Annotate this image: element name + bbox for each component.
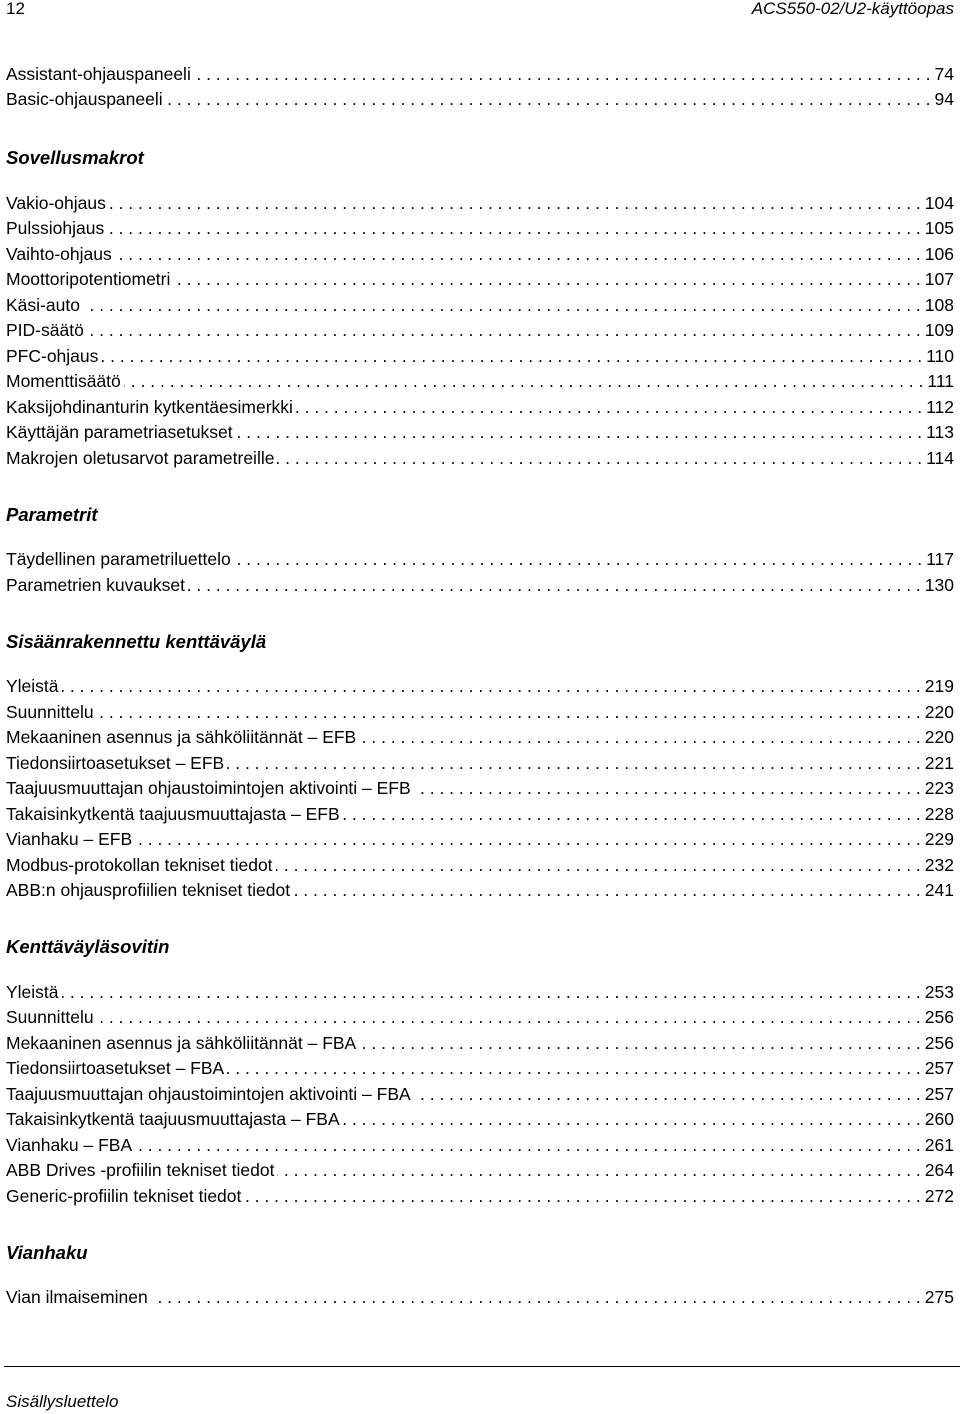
toc-entry-title: Mekaaninen asennus ja sähköliitännät – EFB [6, 727, 357, 747]
toc-entry-title: Momenttisäätö [6, 371, 121, 391]
toc-entry-page-number: 107 [924, 269, 954, 289]
dot-leader [62, 982, 921, 1002]
section-heading: Kenttäväyläsovitin [6, 936, 170, 957]
toc-entry-title: ABB:n ohjausprofiilien tekniset tiedot [6, 880, 291, 900]
dot-leader [101, 346, 922, 366]
toc-sections [6, 147, 954, 1307]
toc-entry-title: Vaihto-ohjaus [6, 243, 112, 264]
toc-entry-s2-4[interactable] [6, 773, 954, 799]
dot-leader [83, 295, 921, 315]
section-heading: Sisäänrakennettu kenttäväylä [6, 630, 267, 652]
toc-entry-intro-1[interactable] [6, 84, 954, 110]
toc-entry-page-number: 260 [924, 1109, 954, 1129]
toc-entry-intro-0[interactable] [6, 58, 954, 84]
toc-entry-title: PID-säätö [6, 320, 84, 340]
toc-entry-page-number: 241 [924, 880, 954, 900]
toc-entry-s0-6[interactable] [6, 340, 954, 366]
toc-entry-page-number: 109 [924, 320, 954, 340]
toc-entry-page-number: 257 [924, 1083, 954, 1104]
toc-entry-page-number: 264 [924, 1160, 954, 1180]
page-header [6, 0, 954, 20]
toc-entry-title: Käsi-auto [6, 294, 80, 315]
toc-entry-page-number: 261 [924, 1134, 954, 1155]
toc-entry-page-number: 256 [924, 1032, 954, 1053]
toc-entry-title: Generic-profiilin tekniset tiedot [6, 1185, 242, 1206]
toc-entry-title: Tiedonsiirtoasetukset – EFB [6, 752, 225, 773]
toc-entry-page-number: 74 [934, 63, 954, 84]
dot-leader [173, 269, 920, 289]
toc-entry-title: Pulssiohjaus [6, 218, 105, 238]
table-of-contents [6, 58, 954, 1307]
toc-entry-title: Taajuusmuuttajan ohjaustoimintojen aktivointi – FBA [6, 1083, 411, 1104]
toc-entry-s1-1[interactable] [6, 569, 954, 595]
toc-entry-s0-2[interactable] [6, 238, 954, 264]
dot-leader [234, 549, 922, 569]
toc-entry-title: Moottoripotentiometri [6, 269, 171, 289]
toc-entry-page-number: 111 [927, 371, 954, 391]
toc-entry-page-number: 130 [924, 574, 954, 595]
toc-entry-page-number: 117 [926, 549, 954, 569]
toc-entry-page-number: 232 [924, 854, 954, 875]
toc-entry-s2-0[interactable] [6, 671, 954, 697]
dot-leader [359, 1033, 921, 1053]
toc-entry-title: Yleistä [6, 981, 59, 1002]
toc-entry-title: Suunnittelu [6, 701, 94, 722]
toc-entry-page-number: 94 [934, 89, 954, 109]
dot-leader [135, 829, 921, 849]
toc-entry-s3-7[interactable] [6, 1155, 954, 1181]
toc-section [6, 147, 954, 468]
toc-entry-s2-3[interactable] [6, 747, 954, 773]
toc-entry-s1-0[interactable] [6, 544, 954, 570]
section-heading: Parametrit [6, 503, 98, 525]
toc-entry-s0-8[interactable] [6, 391, 954, 417]
toc-entry-s2-8[interactable] [6, 875, 954, 901]
toc-entry-s2-5[interactable] [6, 798, 954, 824]
section-heading: Sovellusmakrot [6, 147, 144, 168]
dot-leader [97, 1007, 921, 1027]
toc-entry-page-number: 112 [926, 396, 954, 417]
toc-entry-s2-7[interactable] [6, 849, 954, 875]
dot-leader [277, 448, 922, 468]
toc-entry-page-number: 223 [924, 778, 954, 798]
dot-leader [227, 753, 921, 773]
toc-entry-s2-6[interactable] [6, 824, 954, 850]
toc-entry-page-number: 221 [924, 752, 954, 773]
toc-section [6, 936, 954, 1206]
toc-entry-page-number: 108 [924, 294, 954, 315]
toc-entry-title: Vian ilmaiseminen [6, 1287, 148, 1307]
toc-entry-page-number: 256 [924, 1007, 954, 1027]
dot-leader [244, 1186, 920, 1206]
dot-leader [414, 1084, 921, 1104]
toc-entry-s3-0[interactable] [6, 976, 954, 1002]
toc-entry-title: Käyttäjän parametriasetukset [6, 422, 233, 442]
dot-leader [236, 422, 922, 442]
toc-entry-page-number: 220 [924, 701, 954, 722]
dot-leader [343, 804, 921, 824]
dot-leader [277, 1160, 920, 1180]
dot-leader [194, 64, 931, 84]
toc-entry-s3-8[interactable] [6, 1180, 954, 1206]
toc-entry-s0-4[interactable] [6, 289, 954, 315]
dot-leader [97, 702, 921, 722]
toc-entry-s0-10[interactable] [6, 442, 954, 468]
toc-entry-title: ABB Drives -profiilin tekniset tiedot [6, 1160, 275, 1180]
dot-leader [62, 676, 921, 696]
toc-entry-page-number: 272 [924, 1185, 954, 1206]
toc-entry-title: PFC-ohjaus [6, 345, 99, 366]
toc-entry-page-number: 220 [924, 727, 954, 747]
toc-intro-entries [6, 58, 954, 109]
toc-entry-page-number: 106 [924, 243, 954, 264]
section-heading: Vianhaku [6, 1241, 88, 1263]
toc-entry-s0-7[interactable] [6, 366, 954, 392]
toc-entry-title: Takaisinkytkentä taajuusmuuttajasta – EFB [6, 803, 340, 824]
toc-entry-page-number: 228 [924, 803, 954, 824]
dot-leader [296, 397, 922, 417]
toc-entry-s3-3[interactable] [6, 1053, 954, 1079]
toc-entry-s0-9[interactable] [6, 417, 954, 443]
toc-entry-page-number: 104 [924, 192, 954, 213]
dot-leader [343, 1109, 921, 1129]
toc-entry-page-number: 257 [924, 1058, 954, 1078]
toc-entry-page-number: 219 [924, 676, 954, 696]
toc-entry-s3-2[interactable] [6, 1027, 954, 1053]
toc-entry-page-number: 114 [926, 447, 954, 468]
toc-entry-title: Taajuusmuuttajan ohjaustoimintojen aktivointi – EFB [6, 778, 411, 798]
dot-leader [135, 1135, 921, 1155]
toc-section [6, 504, 954, 595]
toc-entry-s3-1[interactable] [6, 1002, 954, 1028]
toc-entry-s0-1[interactable] [6, 213, 954, 239]
toc-entry-s2-1[interactable] [6, 696, 954, 722]
toc-entry-s0-5[interactable] [6, 315, 954, 341]
toc-entry-title: Kaksijohdinanturin kytkentäesimerkki [6, 396, 293, 417]
toc-entry-page-number: 110 [926, 345, 954, 366]
toc-entry-title: Makrojen oletusarvot parametreille [6, 447, 275, 468]
dot-leader [151, 1287, 921, 1307]
dot-leader [107, 218, 921, 238]
dot-leader [124, 371, 924, 391]
dot-leader [276, 855, 921, 875]
toc-entry-title: Mekaaninen asennus ja sähköliitännät – FBA [6, 1032, 357, 1053]
toc-entry-page-number: 105 [924, 218, 954, 238]
dot-leader [109, 193, 921, 213]
dot-leader [359, 727, 921, 747]
toc-entry-title: Tiedonsiirtoasetukset – FBA [6, 1058, 225, 1078]
toc-entry-s0-3[interactable] [6, 264, 954, 290]
toc-entry-title: Täydellinen parametriluettelo [6, 549, 231, 569]
toc-entry-title: Modbus-protokollan tekniset tiedot [6, 854, 273, 875]
toc-entry-s0-0[interactable] [6, 187, 954, 213]
dot-leader [115, 244, 921, 264]
dot-leader [166, 89, 931, 109]
footer-label: Sisällysluettelo [6, 1392, 119, 1411]
toc-section [6, 631, 954, 901]
toc-section [6, 1242, 954, 1308]
toc-entry-s2-2[interactable] [6, 722, 954, 748]
toc-entry-title: Vakio-ohjaus [6, 192, 106, 213]
toc-entry-s3-6[interactable] [6, 1129, 954, 1155]
document-title: ACS550-02/U2-käyttöopas [751, 0, 954, 18]
dot-leader [87, 320, 921, 340]
dot-leader [414, 778, 921, 798]
toc-entry-title: Vianhaku – FBA [6, 1134, 133, 1155]
toc-entry-s3-4[interactable] [6, 1078, 954, 1104]
toc-entry-s3-5[interactable] [6, 1104, 954, 1130]
toc-entry-page-number: 113 [926, 422, 954, 442]
toc-entry-title: Vianhaku – EFB [6, 829, 133, 849]
dot-leader [227, 1058, 921, 1078]
footer-rule [4, 1366, 960, 1367]
toc-entry-page-number: 253 [924, 981, 954, 1002]
toc-entry-title: Basic-ohjauspaneeli [6, 89, 163, 109]
toc-entry-title: Suunnittelu [6, 1007, 94, 1027]
dot-leader [293, 880, 921, 900]
toc-entry-title: Yleistä [6, 676, 59, 696]
toc-entry-title: Parametrien kuvaukset [6, 574, 185, 595]
toc-entry-page-number: 275 [924, 1287, 954, 1307]
toc-entry-page-number: 229 [924, 829, 954, 849]
toc-entry-title: Assistant-ohjauspaneeli [6, 63, 191, 84]
toc-entry-title: Takaisinkytkentä taajuusmuuttajasta – FBA [6, 1109, 340, 1129]
toc-entry-s4-0[interactable] [6, 1282, 954, 1308]
dot-leader [188, 575, 921, 595]
page-number: 12 [6, 0, 25, 18]
